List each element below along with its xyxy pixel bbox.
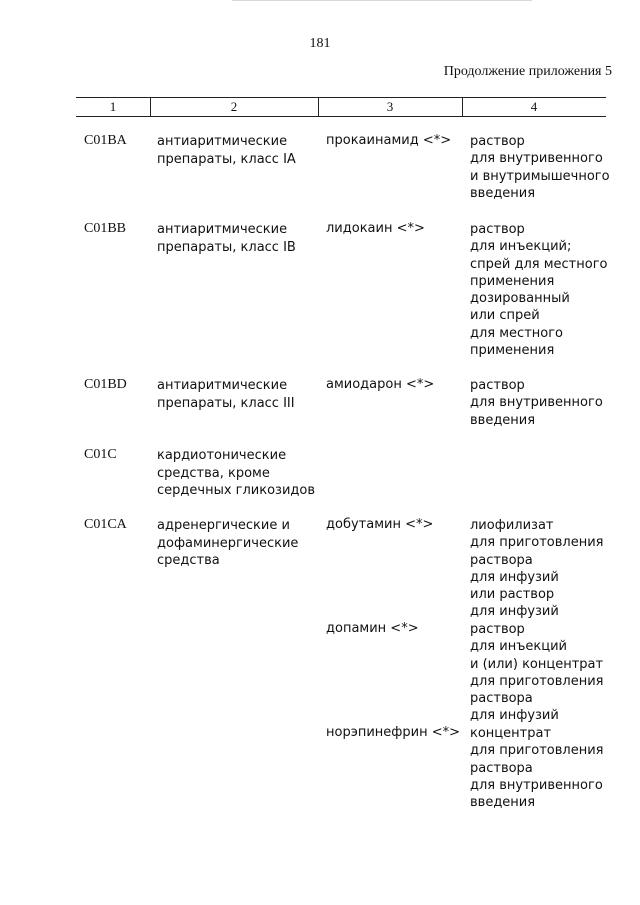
page-number: 181	[309, 36, 331, 51]
dosage-form: раствор для инъекций; спрей для местного применения дозированный или спрей для местного применения	[470, 222, 608, 359]
dosage-form: раствор для инъекций и (или) концентрат для приготовления раствора для инфузий	[470, 622, 604, 724]
top-scan-rule	[232, 0, 532, 1]
atc-code: C01BD	[84, 377, 127, 392]
dosage-form: концентрат для приготовления раствора для внутривенного введения	[470, 726, 604, 811]
atc-code: C01BA	[84, 133, 127, 148]
group-name: антиаритмические препараты, класс IA	[157, 134, 296, 167]
header-col-3: 3	[386, 99, 394, 114]
group-name: адренергические и дофаминергические средства	[157, 518, 299, 568]
drug-name: допамин <*>	[326, 621, 419, 636]
header-col-4: 4	[530, 99, 538, 114]
dosage-form: раствор для внутривенного введения	[470, 378, 603, 428]
header-col-2: 2	[230, 99, 238, 114]
header-top-line	[76, 97, 606, 98]
header-bottom-line	[76, 116, 606, 117]
group-name: антиаритмические препараты, класс III	[157, 378, 295, 411]
atc-code: C01BB	[84, 221, 127, 236]
group-name: антиаритмические препараты, класс IB	[157, 222, 296, 255]
drug-name: добутамин <*>	[326, 517, 434, 532]
drug-name: норэпинефрин <*>	[326, 725, 461, 740]
atc-code: C01CA	[84, 517, 127, 532]
group-name: кардиотонические средства, кроме сердечных гликозидов	[157, 448, 316, 498]
continuation-caption: Продолжение приложения 5	[443, 64, 612, 79]
dosage-form: раствор для внутривенного и внутримышечного введения	[470, 134, 610, 201]
drug-name: прокаинамид <*>	[326, 133, 452, 148]
dosage-form: лиофилизат для приготовления раствора для инфузий или раствор для инфузий	[470, 518, 604, 620]
drug-name: амиодарон <*>	[326, 377, 435, 392]
header-col-1: 1	[109, 99, 117, 114]
drug-name: лидокаин <*>	[326, 221, 425, 236]
atc-code: C01C	[84, 447, 117, 462]
